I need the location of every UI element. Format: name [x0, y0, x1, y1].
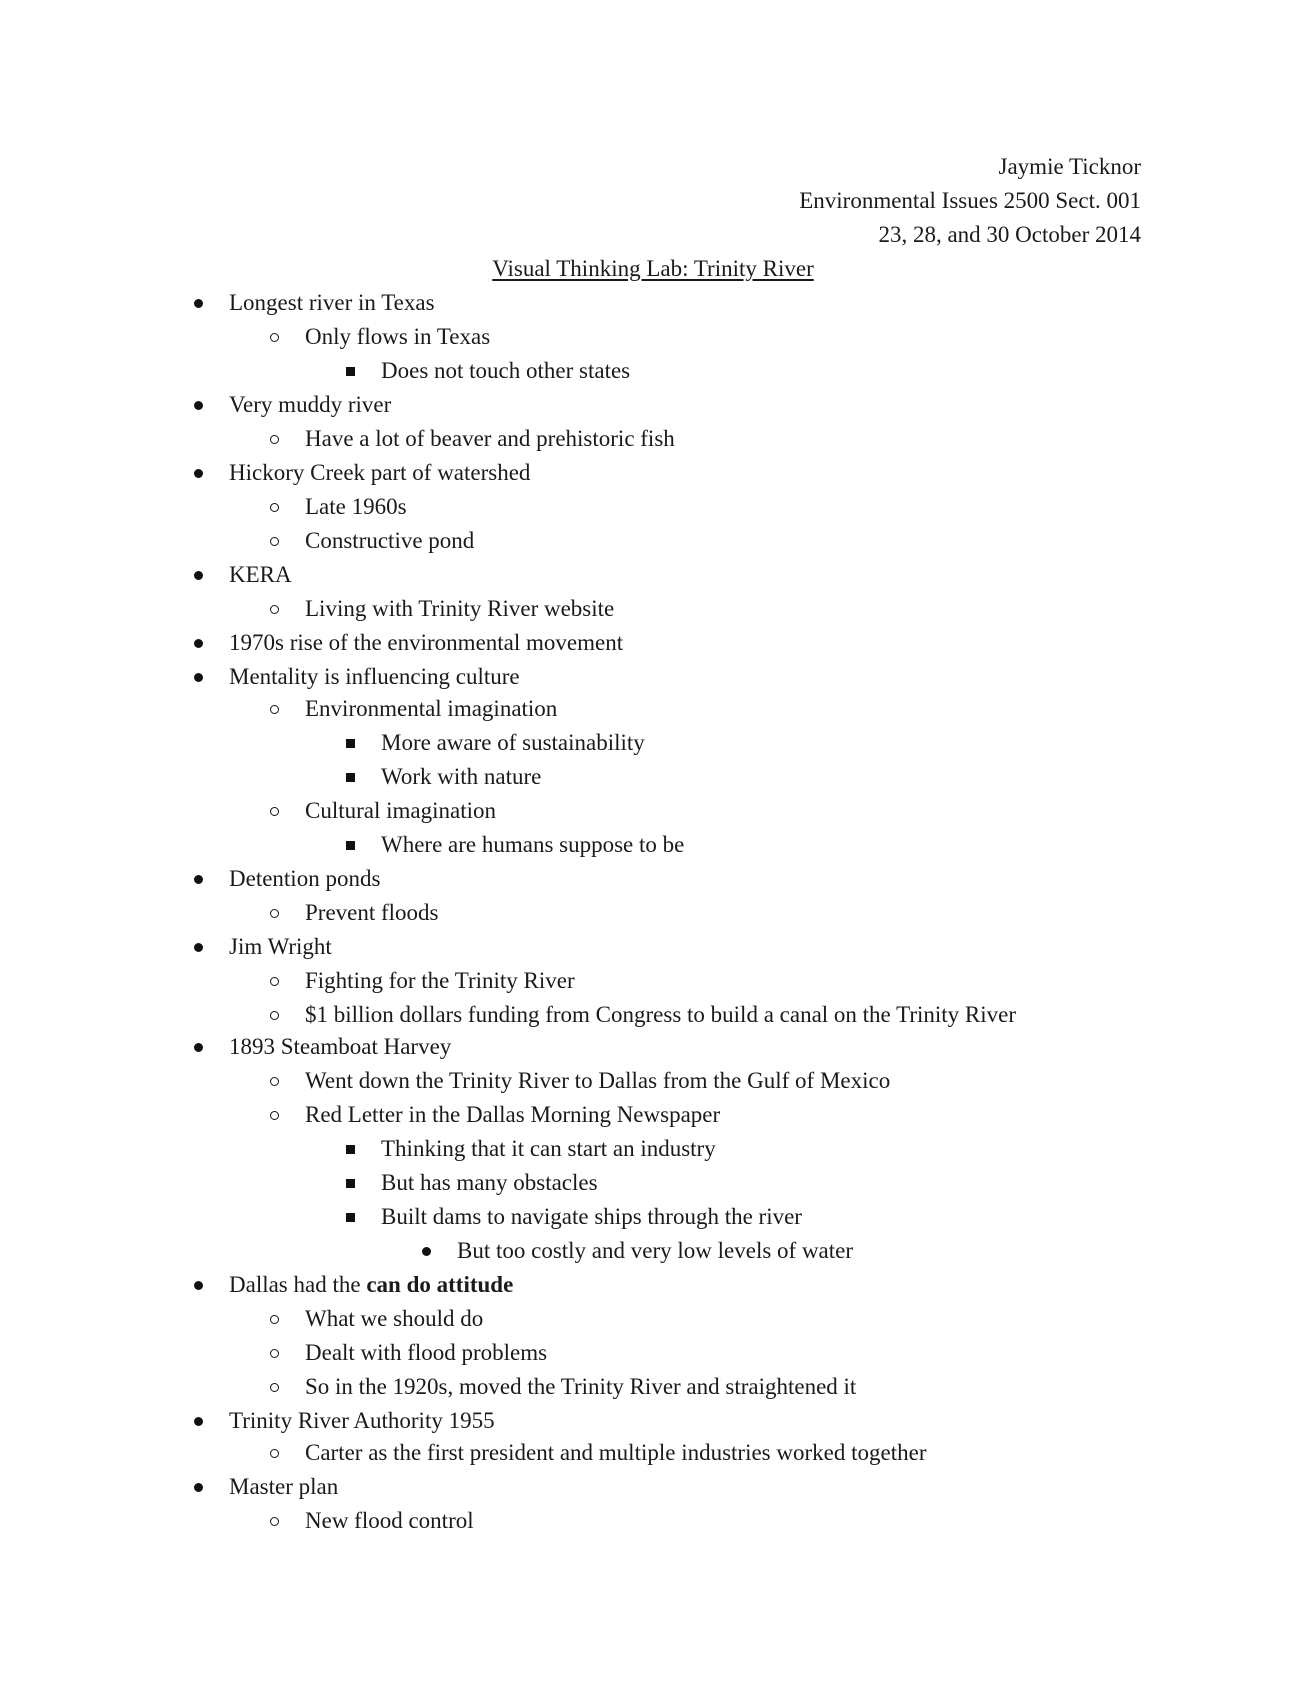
outline-item-text: Thinking that it can start an industry: [381, 1136, 716, 1161]
outline-item-level-1: [0, 1404, 1306, 1436]
bullet-circle-icon: [264, 1504, 284, 1538]
bullet-circle-icon: [264, 524, 284, 558]
outline-item-level-3: [0, 1200, 1306, 1234]
bullet-square-icon: [340, 354, 360, 388]
outline-item-level-1: [0, 626, 1306, 660]
outline-item-text: Where are humans suppose to be: [381, 832, 685, 857]
outline-item-text: Fighting for the Trinity River: [305, 968, 575, 993]
outline-item-text: Trinity River Authority 1955: [229, 1408, 495, 1433]
bullet-dot-icon: [188, 456, 208, 490]
bullet-circle-icon: [264, 1436, 284, 1470]
outline-item-level-2: [0, 320, 1306, 354]
bullet-circle-icon: [264, 592, 284, 626]
outline-item-text: Longest river in Texas: [229, 290, 435, 315]
outline-item-level-1: [0, 456, 1306, 490]
bullet-dot-icon: [188, 930, 208, 964]
outline-item-level-2: [0, 524, 1306, 558]
outline-item-level-1: [0, 862, 1306, 896]
outline-item-text: Does not touch other states: [381, 358, 631, 383]
outline-item-text: Work with nature: [381, 764, 542, 789]
outline-item-level-2: [0, 998, 1306, 1030]
bullet-dot-icon: [188, 558, 208, 592]
outline-item-text: Went down the Trinity River to Dallas from the Gulf of Mexico: [305, 1068, 891, 1093]
outline-item-level-1: [0, 660, 1306, 692]
outline-item-text: New flood control: [305, 1508, 474, 1533]
outline-item-text: But has many obstacles: [381, 1170, 598, 1195]
outline-item-text: Detention ponds: [229, 866, 381, 891]
outline-item-level-2: [0, 1302, 1306, 1336]
outline-item-level-2: [0, 794, 1306, 828]
bullet-circle-icon: [264, 998, 284, 1032]
outline-item-level-1: [0, 1470, 1306, 1504]
course-name: Environmental Issues 2500 Sect. 001: [799, 188, 1141, 213]
outline-item-level-1: [0, 1268, 1306, 1302]
bullet-dot-icon: [188, 1030, 208, 1064]
outline-item-text: Dallas had the can do attitude: [229, 1272, 514, 1297]
bullet-dot-icon: [188, 1470, 208, 1504]
outline-item-text: Constructive pond: [305, 528, 475, 553]
notes-outline: [0, 286, 1306, 1538]
bullet-circle-icon: [264, 490, 284, 524]
outline-item-text: Red Letter in the Dallas Morning Newspaper: [305, 1102, 721, 1127]
bullet-circle-icon: [264, 422, 284, 456]
outline-item-level-1: [0, 388, 1306, 422]
document-title-row: [0, 252, 1306, 286]
outline-item-level-2: [0, 422, 1306, 456]
document-title: Visual Thinking Lab: Trinity River: [492, 256, 814, 281]
bullet-circle-icon: [264, 1064, 284, 1098]
bullet-circle-icon: [264, 1302, 284, 1336]
bullet-dot-icon: [188, 286, 208, 320]
outline-item-level-2: [0, 592, 1306, 626]
outline-item-level-3: [0, 1132, 1306, 1166]
outline-item-text: 1893 Steamboat Harvey: [229, 1034, 452, 1059]
bullet-circle-icon: [264, 1098, 284, 1132]
outline-item-text: $1 billion dollars funding from Congress to build a canal on the Trinity River: [305, 1002, 1017, 1027]
outline-item-level-3: [0, 354, 1306, 388]
outline-item-level-2: [0, 1504, 1306, 1538]
bullet-circle-icon: [264, 1336, 284, 1370]
outline-item-level-2: [0, 490, 1306, 524]
bullet-dot-icon: [416, 1234, 436, 1268]
outline-item-level-2: [0, 964, 1306, 998]
outline-item-text: Dealt with flood problems: [305, 1340, 548, 1365]
outline-item-text: So in the 1920s, moved the Trinity River and straightened it: [305, 1374, 857, 1399]
bullet-circle-icon: [264, 320, 284, 354]
outline-item-text: But too costly and very low levels of water: [457, 1238, 854, 1263]
outline-item-level-2: [0, 896, 1306, 930]
outline-item-level-2: [0, 1064, 1306, 1098]
outline-item-level-3: [0, 1166, 1306, 1200]
bullet-square-icon: [340, 1200, 360, 1234]
bullet-circle-icon: [264, 896, 284, 930]
bullet-square-icon: [340, 726, 360, 760]
bullet-dot-icon: [188, 388, 208, 422]
outline-item-text: Environmental imagination: [305, 696, 558, 721]
outline-item-level-2: [0, 1336, 1306, 1370]
bullet-circle-icon: [264, 794, 284, 828]
outline-item-level-2: [0, 1436, 1306, 1470]
bullet-square-icon: [340, 760, 360, 794]
bullet-dot-icon: [188, 862, 208, 896]
outline-item-text: Hickory Creek part of watershed: [229, 460, 531, 485]
bullet-dot-icon: [188, 1404, 208, 1438]
outline-item-emphasis: can do attitude: [366, 1272, 514, 1297]
bullet-circle-icon: [264, 692, 284, 726]
outline-item-text: Late 1960s: [305, 494, 407, 519]
outline-item-level-3: [0, 760, 1306, 794]
outline-item-text: What we should do: [305, 1306, 484, 1331]
bullet-circle-icon: [264, 1370, 284, 1404]
outline-item-level-2: [0, 692, 1306, 726]
document-dates: 23, 28, and 30 October 2014: [878, 222, 1141, 247]
bullet-dot-icon: [188, 626, 208, 660]
outline-item-text: KERA: [229, 562, 292, 587]
outline-item-text: Have a lot of beaver and prehistoric fish: [305, 426, 675, 451]
outline-item-level-1: [0, 1030, 1306, 1064]
outline-item-text: 1970s rise of the environmental movement: [229, 630, 624, 655]
outline-item-text: Very muddy river: [229, 392, 392, 417]
outline-item-level-4: [0, 1234, 1306, 1268]
bullet-square-icon: [340, 1166, 360, 1200]
outline-item-text: Prevent floods: [305, 900, 439, 925]
outline-item-text: Jim Wright: [229, 934, 332, 959]
bullet-circle-icon: [264, 964, 284, 998]
outline-item-level-1: [0, 558, 1306, 592]
bullet-square-icon: [340, 828, 360, 862]
outline-item-text: Built dams to navigate ships through the river: [381, 1204, 802, 1229]
outline-item-text: Carter as the first president and multiple industries worked together: [305, 1440, 927, 1465]
bullet-dot-icon: [188, 1268, 208, 1302]
outline-item-text: Mentality is influencing culture: [229, 664, 520, 689]
bullet-dot-icon: [188, 660, 208, 694]
outline-item-text: Living with Trinity River website: [305, 596, 615, 621]
bullet-square-icon: [340, 1132, 360, 1166]
outline-item-level-3: [0, 828, 1306, 862]
document-header: [799, 150, 1141, 252]
outline-item-level-2: [0, 1098, 1306, 1132]
outline-item-level-2: [0, 1370, 1306, 1404]
outline-item-text: More aware of sustainability: [381, 730, 645, 755]
outline-item-text: Cultural imagination: [305, 798, 496, 823]
outline-item-level-1: [0, 930, 1306, 964]
author-name: Jaymie Ticknor: [998, 154, 1141, 179]
outline-item-level-3: [0, 726, 1306, 760]
outline-item-text: Master plan: [229, 1474, 339, 1499]
outline-item-level-1: [0, 286, 1306, 320]
outline-item-text: Only flows in Texas: [305, 324, 491, 349]
